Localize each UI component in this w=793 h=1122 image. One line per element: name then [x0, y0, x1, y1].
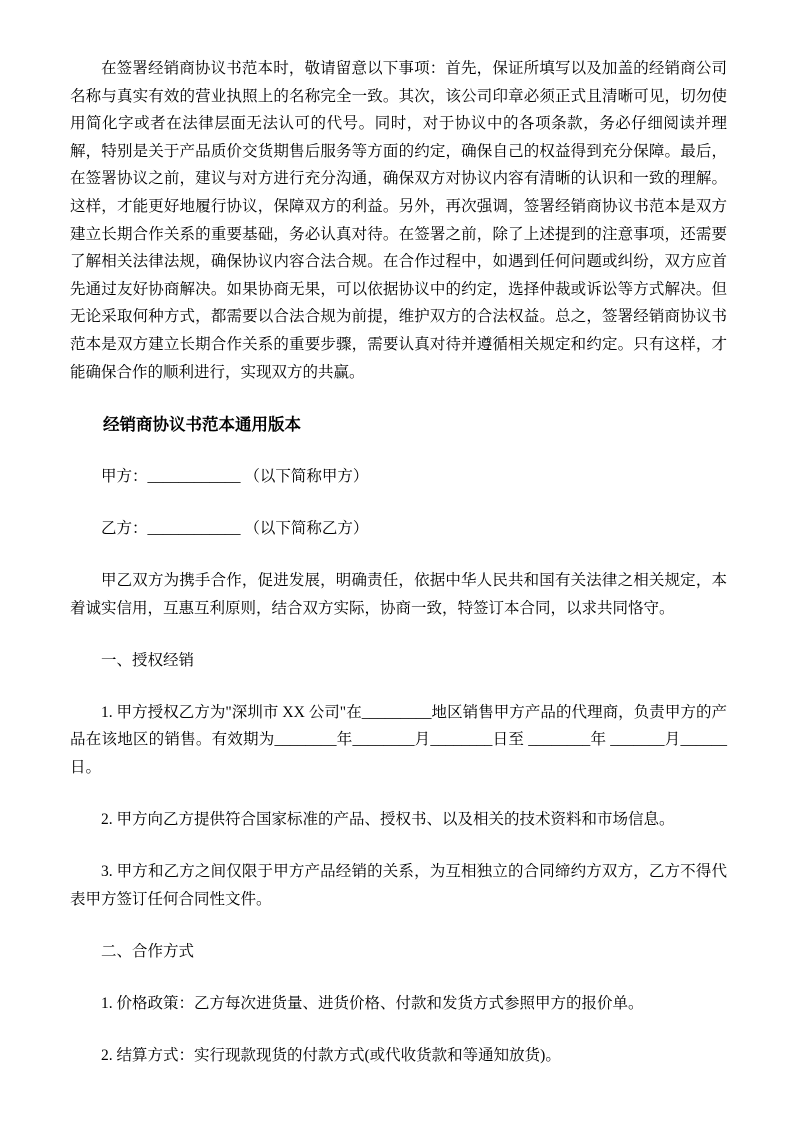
section-1-heading: 一、授权经销	[101, 651, 195, 669]
document-title: 经销商协议书范本通用版本	[103, 414, 301, 434]
section-2-clause-2: 2. 结算方式：实行现款现货的付款方式(或代收货款和等通知放货)。	[101, 1046, 561, 1064]
preamble-paragraph: 甲乙双方为携手合作，促进发展，明确责任，依据中华人民共和国有关法律之相关规定，本着诚实信用，互惠互利原则，结合双方实际，协商一致，特签订本合同，以求共同恪守。	[70, 571, 727, 617]
party-b-line: 乙方：____________ （以下简称乙方）	[101, 519, 369, 537]
section-1-clause-3: 3. 甲方和乙方之间仅限于甲方产品经销的关系，为互相独立的合同缔约方双方，乙方不得代表甲方签订任何合同性文件。	[70, 863, 727, 908]
section-2-clause-1: 1. 价格政策：乙方每次进货量、进货价格、付款和发货方式参照甲方的报价单。	[101, 994, 644, 1012]
intro-paragraph: 在签署经销商协议书范本时，敬请留意以下事项：首先，保证所填写以及加盖的经销商公司名称与真实有效的营业执照上的名称完全一致。其次，该公司印章必须正式且清晰可见，切勿使用简化字或者在法律层面无法认可的代号。同时，对于协议中的各项条款，务必仔细阅读并理解，特别是关于产品质价交货期售后服务等方面的约定，确保自己的权益得到充分保障。最后，在签署协议之前，建议与对方进行充分沟通，确保双方对协议内容有清晰的认识和一致的理解。这样，才能更好地履行协议，保障双方的利益。另外，再次强调，签署经销商协议书范本是双方建立长期合作关系的重要基础，务必认真对待。在签署之前，除了上述提到的注意事项，还需要了解相关法律法规，确保协议内容合法合规。在合作过程中，如遇到任何问题或纠纷，双方应首先通过友好协商解决。如果协商无果，可以依据协议中的约定，选择仲裁或诉讼等方式解决。但无论采取何种方式，都需要以合法合规为前提，维护双方的合法权益。总之，签署经销商协议书范本是双方建立长期合作关系的重要步骤，需要认真对待并遵循相关规定和约定。只有这样，才能确保合作的顺利进行，实现双方的共赢。	[70, 60, 727, 381]
section-1-clause-2: 2. 甲方向乙方提供符合国家标准的产品、授权书、以及相关的技术资料和市场信息。	[101, 810, 675, 828]
section-1-clause-1: 1. 甲方授权乙方为"深圳市 XX 公司"在_________地区销售甲方产品的代理商，负责甲方的产品在该地区的销售。有效期为________年________月________日至 ________年 _______月______日。	[70, 703, 727, 776]
party-a-line: 甲方：____________ （以下简称甲方）	[101, 467, 369, 485]
section-2-heading: 二、合作方式	[101, 942, 195, 960]
